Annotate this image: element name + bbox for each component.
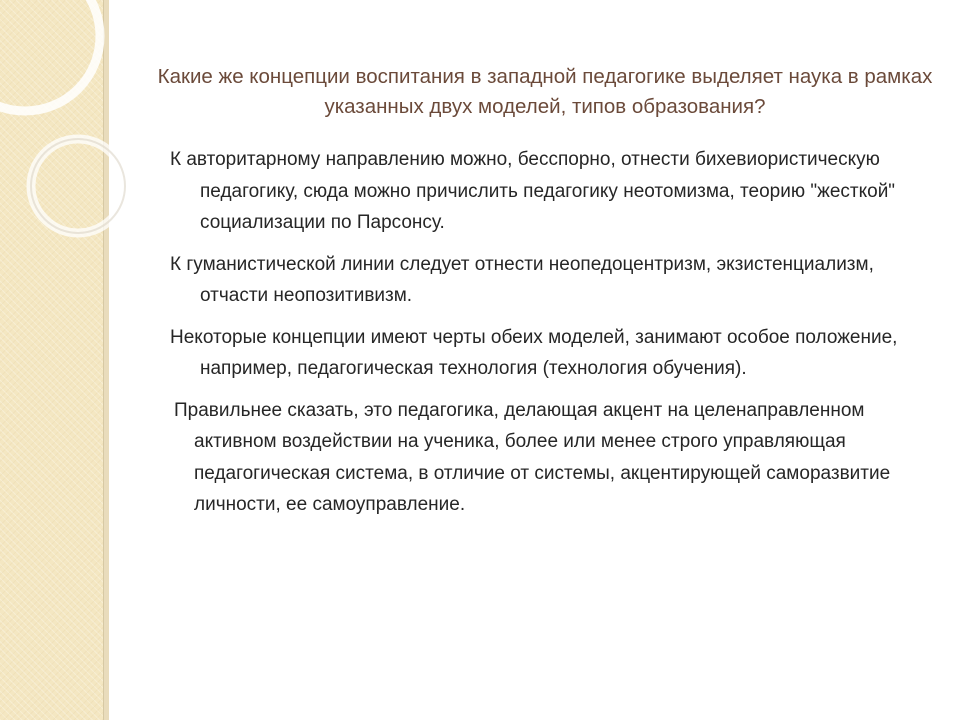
- paragraph-mixed-models: Некоторые концепции имеют черты обеих моделей, занимают особое положение, например, педагогическая технология (технология обучения).: [170, 326, 898, 379]
- paragraph-clarification: Правильнее сказать, это педагогика, делающая акцент на целенаправленном активном воздействии на ученика, более или менее строго управляющая педагогическая система, в отличие от системы, акцентирующей саморазвитие личности, ее самоуправление.: [174, 399, 891, 515]
- paragraph-humanistic: К гуманистической линии следует отнести неопедоцентризм, экзистенциализм, отчасти неопозитивизм.: [170, 253, 874, 306]
- paragraph-authoritarian: К авторитарному направлению можно, бесспорно, отнести бихевиористическую педагогику, сюда можно причислить педагогику неотомизма, теорию "жесткой" социализации по Парсонсу.: [170, 149, 896, 233]
- decorative-ring-top: [0, 0, 100, 111]
- decorative-ring-bottom-shadow: [31, 139, 125, 233]
- slide-title: Какие же концепции воспитания в западной педагогике выделяет наука в рамках указанных двух моделей, типов образования?: [157, 65, 933, 118]
- slide-body: [170, 144, 930, 531]
